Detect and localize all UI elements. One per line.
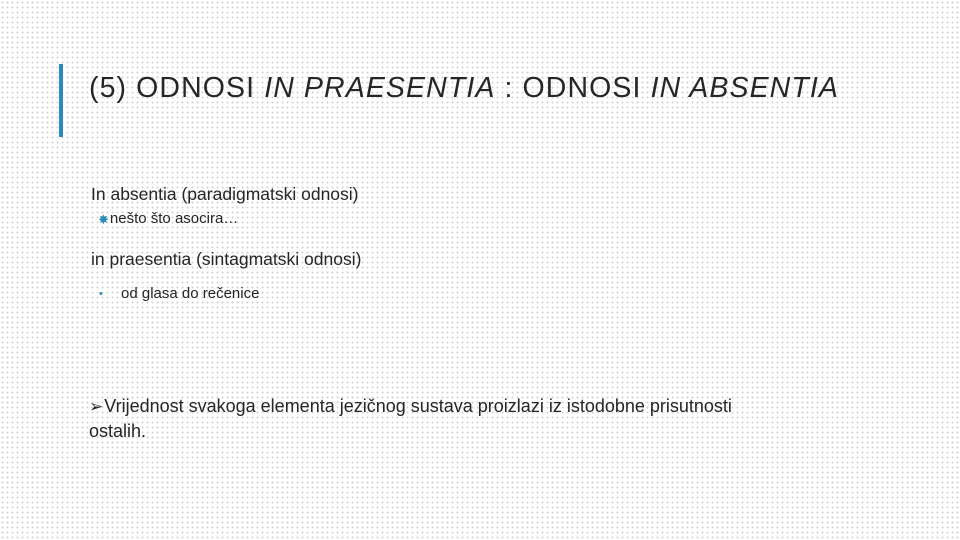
absentia-item — [98, 209, 238, 229]
star-bullet-icon: ✸ — [98, 211, 109, 227]
title-accent-bar — [59, 64, 63, 137]
absentia-item-text: nešto što asocira… — [109, 210, 239, 227]
praesentia-item-text: od glasa do rečenice — [121, 285, 260, 302]
absentia-heading: In absentia (paradigmatski odnosi) — [91, 184, 359, 204]
conclusion-paragraph — [89, 394, 789, 443]
conclusion-text: Vrijednost svakoga elementa jezičnog sustava proizlazi iz istodobne prisutnosti ostalih. — [89, 396, 732, 441]
praesentia-heading: in praesentia (sintagmatski odnosi) — [91, 249, 362, 269]
title-in-praesentia: IN PRAESENTIA — [264, 72, 496, 104]
dot-bullet-icon: • — [99, 287, 103, 300]
title-in-absentia: IN ABSENTIA — [650, 72, 839, 104]
arrow-bullet-icon: ➢ — [89, 397, 104, 416]
slide-title — [89, 70, 839, 106]
title-part-3: : ODNOSI — [495, 72, 651, 104]
title-part-1: (5) ODNOSI — [89, 72, 265, 104]
praesentia-item — [99, 284, 259, 304]
